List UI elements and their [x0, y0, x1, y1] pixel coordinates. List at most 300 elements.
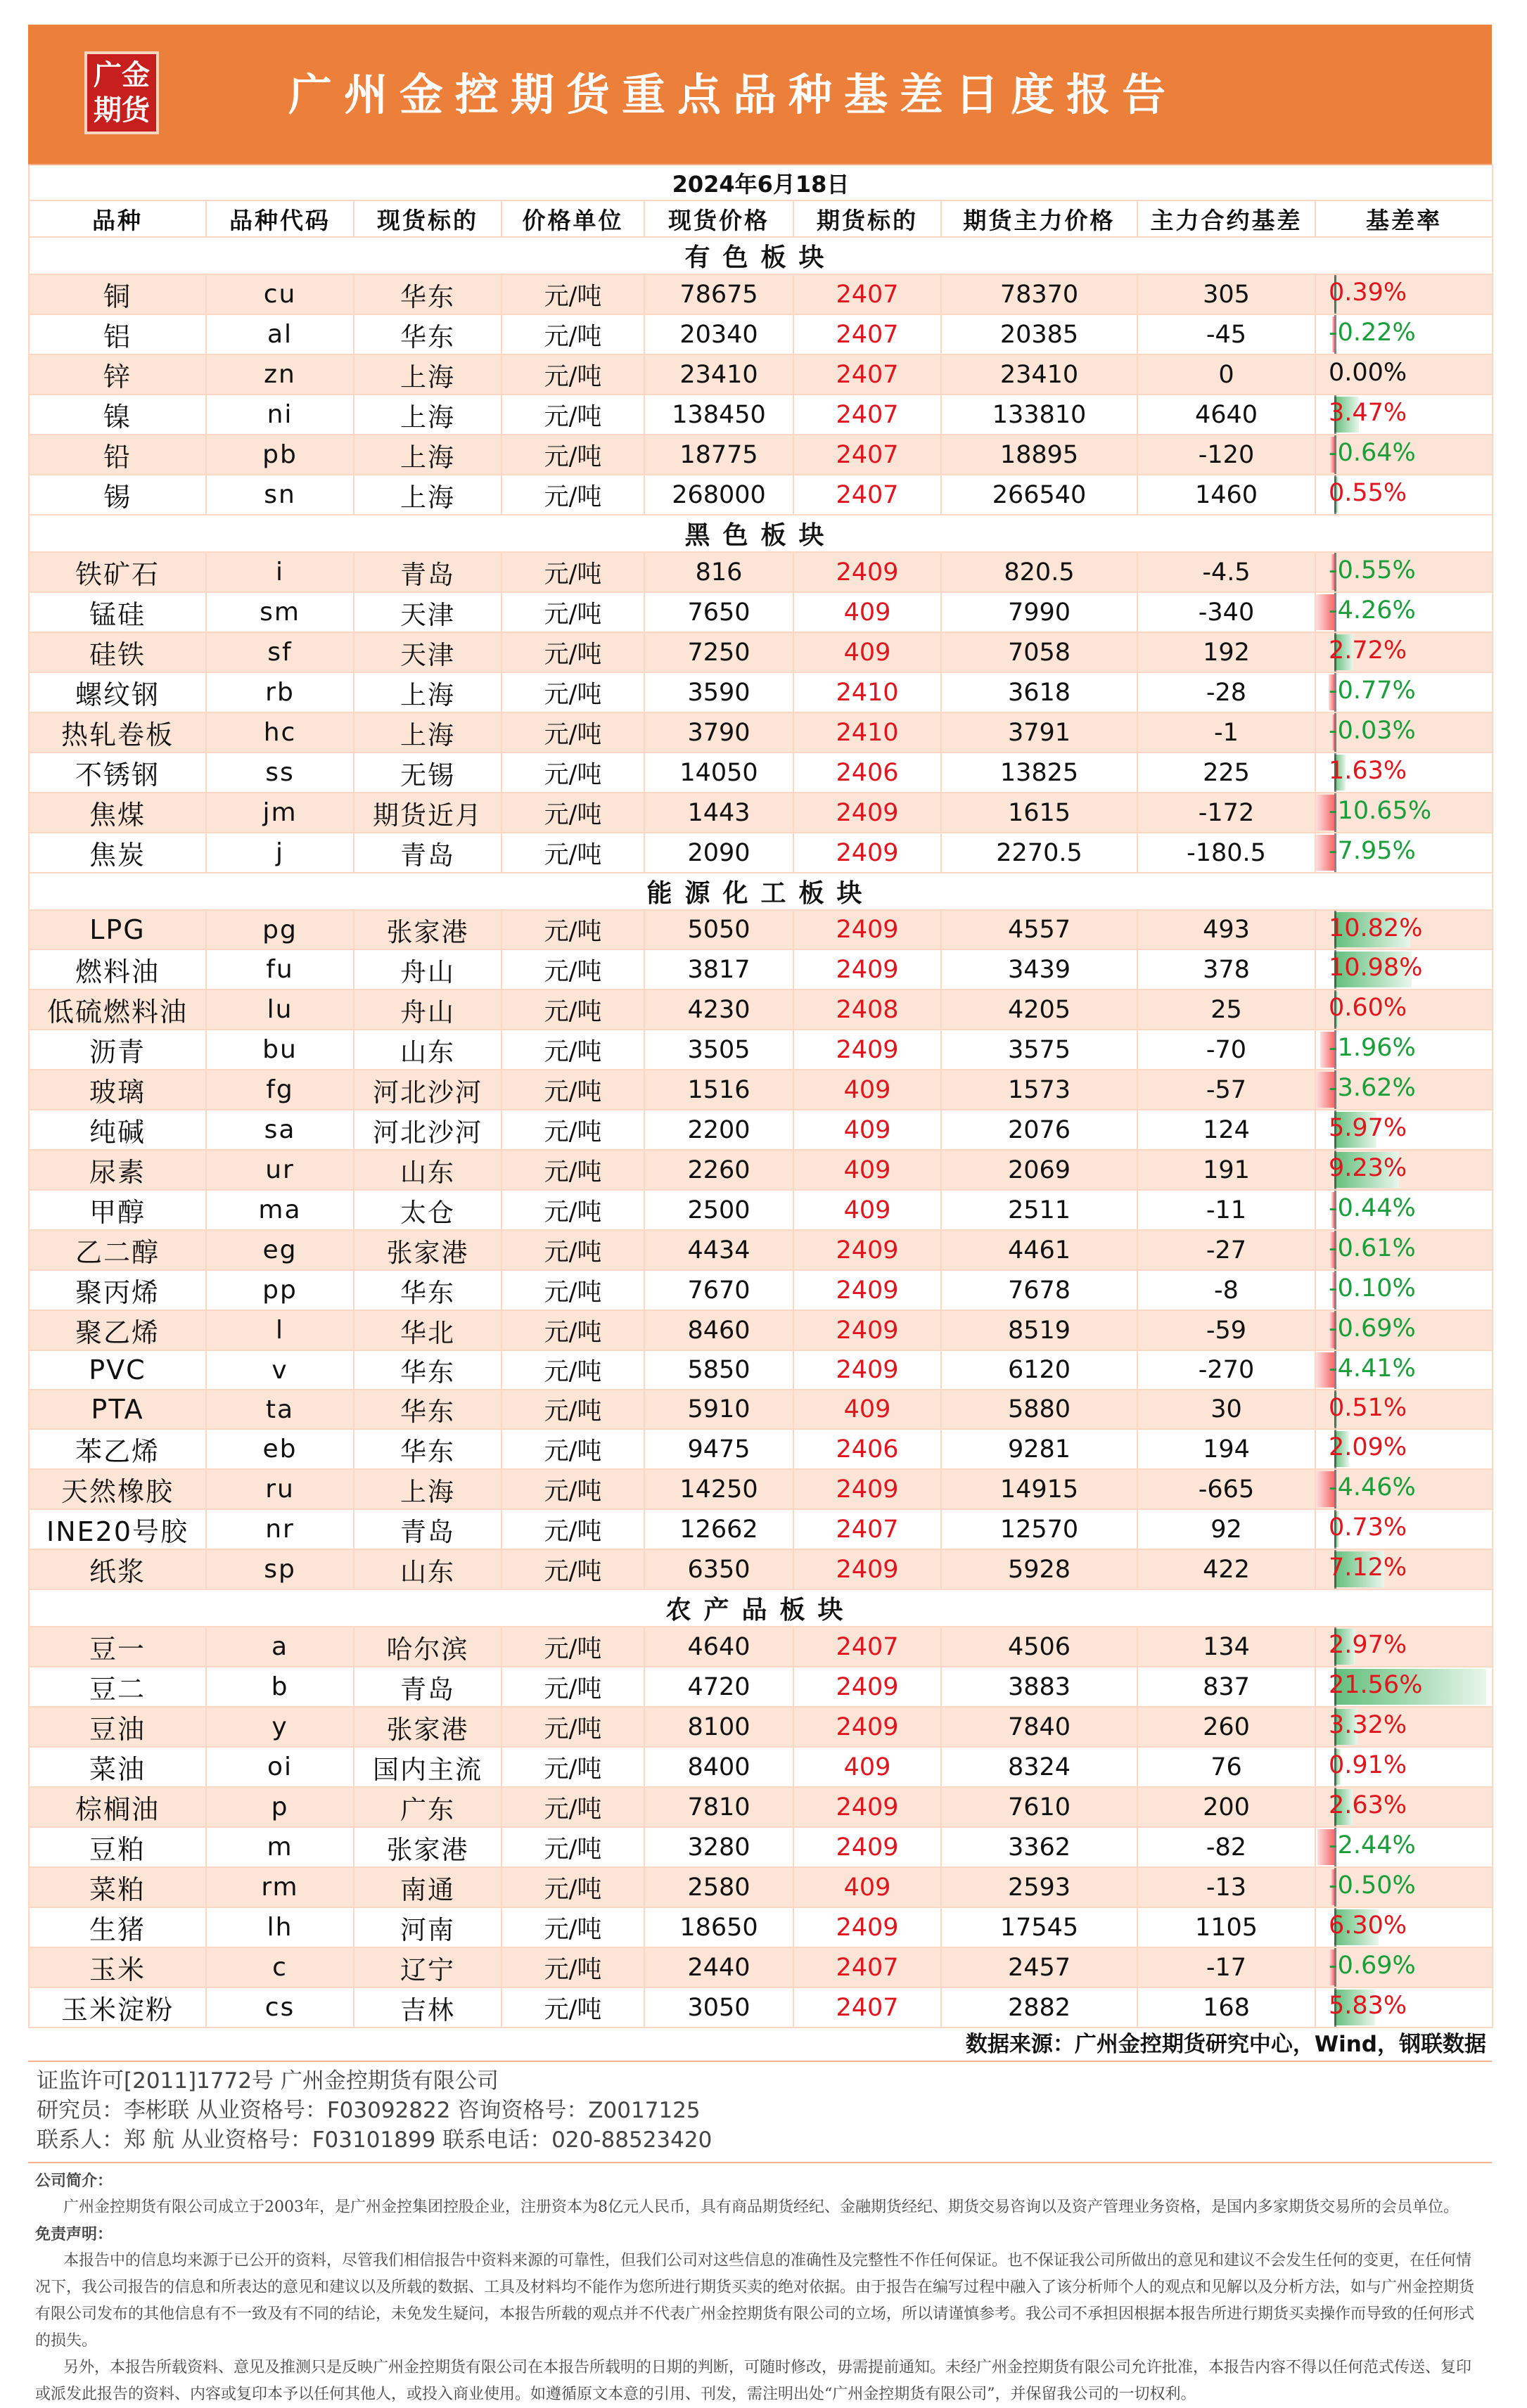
basis-rate-text: 0.51% [1329, 1394, 1407, 1422]
product-name: 热轧卷板 [29, 712, 206, 752]
product-name: 生猪 [29, 1907, 206, 1947]
futures-price: 4461 [941, 1230, 1137, 1270]
spot-reference: 天津 [354, 632, 501, 672]
price-unit: 元/吨 [501, 1747, 644, 1787]
spot-reference: 河南 [354, 1907, 501, 1947]
spot-reference: 山东 [354, 1030, 501, 1070]
futures-contract: 2409 [793, 1270, 941, 1310]
price-unit: 元/吨 [501, 990, 644, 1030]
basis-rate [1315, 274, 1493, 314]
futures-contract: 2407 [793, 1509, 941, 1549]
product-name: 纯碱 [29, 1110, 206, 1150]
futures-price: 5928 [941, 1549, 1137, 1589]
basis-rate-text: 2.09% [1329, 1433, 1407, 1461]
product-name: PTA [29, 1390, 206, 1429]
spot-price: 3050 [644, 1987, 793, 2028]
price-unit: 元/吨 [501, 1987, 644, 2028]
table-row [29, 1747, 1493, 1787]
product-code: lu [206, 990, 354, 1030]
table-row [29, 949, 1493, 990]
spot-price: 14250 [644, 1469, 793, 1509]
price-unit: 元/吨 [501, 1947, 644, 1987]
col-header: 品种代码 [206, 200, 354, 237]
logo-line1: 广金 [94, 59, 150, 91]
price-unit: 元/吨 [501, 1627, 644, 1667]
spot-price: 4434 [644, 1230, 793, 1270]
price-unit: 元/吨 [501, 833, 644, 873]
product-code: ru [206, 1469, 354, 1509]
product-name: 棕榈油 [29, 1787, 206, 1827]
product-code: i [206, 552, 354, 592]
futures-contract: 2407 [793, 354, 941, 395]
spot-price: 2580 [644, 1867, 793, 1907]
product-code: rb [206, 672, 354, 712]
col-header: 期货标的 [793, 200, 941, 237]
product-name: 聚乙烯 [29, 1310, 206, 1350]
price-unit: 元/吨 [501, 910, 644, 949]
product-name: 低硫燃料油 [29, 990, 206, 1030]
spot-reference: 天津 [354, 592, 501, 632]
table-row [29, 1549, 1493, 1589]
futures-contract: 2409 [793, 1310, 941, 1350]
spot-price: 8100 [644, 1707, 793, 1747]
table-row [29, 632, 1493, 672]
basis-rate-text: 9.23% [1329, 1154, 1407, 1182]
product-code: fu [206, 949, 354, 990]
price-unit: 元/吨 [501, 1070, 644, 1110]
table-row [29, 1350, 1493, 1390]
product-code: ss [206, 752, 354, 793]
product-name: 豆二 [29, 1667, 206, 1707]
table-row [29, 1310, 1493, 1350]
futures-contract: 2406 [793, 1429, 941, 1469]
spot-price: 7650 [644, 592, 793, 632]
futures-contract: 2409 [793, 1667, 941, 1707]
spot-reference: 太仓 [354, 1190, 501, 1230]
futures-price: 12570 [941, 1509, 1137, 1549]
company-logo [84, 51, 159, 134]
futures-contract: 2409 [793, 833, 941, 873]
product-name: 焦煤 [29, 793, 206, 833]
product-name: PVC [29, 1350, 206, 1390]
product-name: 镍 [29, 395, 206, 435]
spot-price: 3505 [644, 1030, 793, 1070]
basis-rate-text: 2.72% [1329, 636, 1407, 665]
futures-contract: 409 [793, 1190, 941, 1230]
spot-price: 20340 [644, 314, 793, 354]
table-row [29, 833, 1493, 873]
spot-reference: 华东 [354, 1270, 501, 1310]
futures-contract: 409 [793, 1747, 941, 1787]
basis-value: 493 [1137, 910, 1315, 949]
product-code: hc [206, 712, 354, 752]
spot-reference: 南通 [354, 1867, 501, 1907]
futures-contract: 2409 [793, 1350, 941, 1390]
spot-reference: 青岛 [354, 833, 501, 873]
spot-reference: 广东 [354, 1787, 501, 1827]
futures-contract: 2410 [793, 672, 941, 712]
table-row [29, 1867, 1493, 1907]
table-row [29, 1947, 1493, 1987]
license-line: 证监许可[2011]1772号 广州金控期货有限公司 [37, 2068, 499, 2094]
basis-value: -45 [1137, 314, 1315, 354]
table-row [29, 592, 1493, 632]
spot-reference: 上海 [354, 475, 501, 515]
spot-price: 5850 [644, 1350, 793, 1390]
product-code: bu [206, 1030, 354, 1070]
futures-contract: 2407 [793, 475, 941, 515]
table-row [29, 1429, 1493, 1469]
spot-reference: 青岛 [354, 1667, 501, 1707]
futures-price: 23410 [941, 354, 1137, 395]
section-header [29, 515, 1493, 552]
spot-reference: 上海 [354, 395, 501, 435]
futures-contract: 2409 [793, 910, 941, 949]
product-name: 锡 [29, 475, 206, 515]
futures-price: 17545 [941, 1907, 1137, 1947]
futures-price: 9281 [941, 1429, 1137, 1469]
spot-reference: 上海 [354, 354, 501, 395]
col-header: 价格单位 [501, 200, 644, 237]
basis-rate [1315, 1987, 1493, 2028]
price-unit: 元/吨 [501, 1110, 644, 1150]
basis-rate-text: -3.62% [1329, 1074, 1416, 1102]
price-unit: 元/吨 [501, 1469, 644, 1509]
logo-line2: 期货 [94, 94, 150, 127]
price-unit: 元/吨 [501, 632, 644, 672]
basis-value: -11 [1137, 1190, 1315, 1230]
table-row [29, 910, 1493, 949]
basis-rate-text: 0.73% [1329, 1513, 1407, 1542]
spot-price: 8460 [644, 1310, 793, 1350]
product-code: zn [206, 354, 354, 395]
futures-price: 7058 [941, 632, 1137, 672]
basis-rate [1315, 793, 1493, 833]
price-unit: 元/吨 [501, 1907, 644, 1947]
table-row [29, 1110, 1493, 1150]
basis-rate [1315, 1549, 1493, 1589]
basis-value: 134 [1137, 1627, 1315, 1667]
price-unit: 元/吨 [501, 1429, 644, 1469]
spot-reference: 上海 [354, 672, 501, 712]
product-code: pb [206, 435, 354, 475]
basis-value: 4640 [1137, 395, 1315, 435]
futures-price: 8324 [941, 1747, 1137, 1787]
basis-value: 260 [1137, 1707, 1315, 1747]
spot-reference: 华北 [354, 1310, 501, 1350]
futures-price: 7610 [941, 1787, 1137, 1827]
spot-reference: 哈尔滨 [354, 1627, 501, 1667]
basis-rate [1315, 1350, 1493, 1390]
table-row [29, 1150, 1493, 1190]
product-name: 燃料油 [29, 949, 206, 990]
product-code: eb [206, 1429, 354, 1469]
col-header: 品种 [29, 200, 206, 237]
basis-value: 837 [1137, 1667, 1315, 1707]
futures-price: 7678 [941, 1270, 1137, 1310]
product-name: 菜油 [29, 1747, 206, 1787]
basis-rate [1315, 1429, 1493, 1469]
report-banner [28, 25, 1492, 164]
table-row [29, 274, 1493, 314]
col-header: 现货标的 [354, 200, 501, 237]
product-name: 铁矿石 [29, 552, 206, 592]
basis-value: -1 [1137, 712, 1315, 752]
futures-price: 2270.5 [941, 833, 1137, 873]
futures-contract: 2407 [793, 274, 941, 314]
product-name: 豆油 [29, 1707, 206, 1747]
spot-price: 816 [644, 552, 793, 592]
basis-rate [1315, 672, 1493, 712]
spot-price: 5050 [644, 910, 793, 949]
product-code: l [206, 1310, 354, 1350]
futures-price: 7990 [941, 592, 1137, 632]
basis-rate-text: 3.47% [1329, 399, 1407, 427]
basis-rate-text: 0.39% [1329, 278, 1407, 307]
futures-contract: 409 [793, 592, 941, 632]
spot-price: 1516 [644, 1070, 793, 1110]
disclaimer-text-2: 另外，本报告所载资料、意见及推测只是反映广州金控期货有限公司在本报告所载明的日期的判断，可随时修改，毋需提前通知。未经广州金控期货有限公司允许批准，本报告内容不得以任何范式传送、复印或派发此报告的资料、内容或复印本予以任何其他人，或投入商业使用。如遵循原文本意的引用、刊发，需注明出处“广州金控期货有限公司”，并保留我公司的一切权利。 [35, 2359, 1472, 2403]
futures-price: 78370 [941, 274, 1137, 314]
basis-value: -13 [1137, 1867, 1315, 1907]
basis-rate [1315, 910, 1493, 949]
futures-price: 2511 [941, 1190, 1137, 1230]
basis-rate-text: 0.00% [1329, 359, 1407, 387]
table-row [29, 1509, 1493, 1549]
table-row [29, 793, 1493, 833]
spot-price: 3817 [644, 949, 793, 990]
basis-rate [1315, 949, 1493, 990]
basis-rate-text: -10.65% [1329, 797, 1432, 825]
futures-price: 133810 [941, 395, 1137, 435]
intro-title: 公司简介： [35, 2172, 113, 2190]
basis-rate [1315, 1867, 1493, 1907]
product-code: p [206, 1787, 354, 1827]
futures-contract: 2407 [793, 1627, 941, 1667]
basis-rate-text: -2.44% [1329, 1831, 1416, 1859]
product-name: 豆粕 [29, 1827, 206, 1867]
price-unit: 元/吨 [501, 395, 644, 435]
data-source: 数据来源：广州金控期货研究中心，Wind，钢联数据 [28, 2028, 1492, 2062]
spot-reference: 舟山 [354, 949, 501, 990]
futures-contract: 2407 [793, 1947, 941, 1987]
futures-price: 7840 [941, 1707, 1137, 1747]
table-row [29, 1469, 1493, 1509]
spot-reference: 辽宁 [354, 1947, 501, 1987]
spot-price: 23410 [644, 354, 793, 395]
futures-price: 3791 [941, 712, 1137, 752]
spot-price: 4640 [644, 1627, 793, 1667]
spot-reference: 张家港 [354, 1230, 501, 1270]
section-header [29, 1589, 1493, 1627]
spot-price: 2500 [644, 1190, 793, 1230]
basis-rate [1315, 1667, 1493, 1707]
spot-price: 2440 [644, 1947, 793, 1987]
basis-rate [1315, 592, 1493, 632]
product-code: sa [206, 1110, 354, 1150]
price-unit: 元/吨 [501, 793, 644, 833]
price-unit: 元/吨 [501, 1827, 644, 1867]
price-unit: 元/吨 [501, 1150, 644, 1190]
basis-value: 168 [1137, 1987, 1315, 2028]
table-row [29, 1627, 1493, 1667]
table-row [29, 1827, 1493, 1867]
price-unit: 元/吨 [501, 1390, 644, 1429]
basis-rate [1315, 1270, 1493, 1310]
product-code: y [206, 1707, 354, 1747]
basis-value: 305 [1137, 274, 1315, 314]
product-code: b [206, 1667, 354, 1707]
price-unit: 元/吨 [501, 712, 644, 752]
futures-price: 4506 [941, 1627, 1137, 1667]
section-header [29, 237, 1493, 274]
basis-value: 191 [1137, 1150, 1315, 1190]
section-title: 农产品板块 [29, 1589, 1493, 1627]
futures-contract: 409 [793, 1390, 941, 1429]
basis-value: 192 [1137, 632, 1315, 672]
spot-reference: 张家港 [354, 1827, 501, 1867]
spot-price: 268000 [644, 475, 793, 515]
futures-price: 20385 [941, 314, 1137, 354]
futures-price: 2069 [941, 1150, 1137, 1190]
section-title: 有色板块 [29, 237, 1493, 274]
table-row [29, 1787, 1493, 1827]
basis-rate-text: 5.97% [1329, 1114, 1407, 1142]
product-code: sm [206, 592, 354, 632]
futures-contract: 2409 [793, 1787, 941, 1827]
basis-rate [1315, 1827, 1493, 1867]
table-row [29, 712, 1493, 752]
basis-value: -4.5 [1137, 552, 1315, 592]
basis-value: 1460 [1137, 475, 1315, 515]
product-name: 玻璃 [29, 1070, 206, 1110]
analyst-line: 研究员：李彬联 从业资格号：F03092822 咨询资格号：Z0017125 [37, 2098, 701, 2123]
basis-rate [1315, 990, 1493, 1030]
basis-value: 1105 [1137, 1907, 1315, 1947]
futures-price: 18895 [941, 435, 1137, 475]
spot-reference: 青岛 [354, 552, 501, 592]
product-code: fg [206, 1070, 354, 1110]
product-name: 豆一 [29, 1627, 206, 1667]
basis-value: 30 [1137, 1390, 1315, 1429]
col-header: 现货价格 [644, 200, 793, 237]
product-code: oi [206, 1747, 354, 1787]
futures-contract: 2407 [793, 314, 941, 354]
basis-rate-text: -0.10% [1329, 1274, 1416, 1302]
basis-rate [1315, 1390, 1493, 1429]
basis-value: -59 [1137, 1310, 1315, 1350]
table-row [29, 1390, 1493, 1429]
futures-price: 3618 [941, 672, 1137, 712]
price-unit: 元/吨 [501, 1350, 644, 1390]
price-unit: 元/吨 [501, 1270, 644, 1310]
basis-rate-text: 0.91% [1329, 1751, 1407, 1779]
product-name: 纸浆 [29, 1549, 206, 1589]
basis-rate-text: -0.55% [1329, 556, 1416, 584]
table-row [29, 475, 1493, 515]
basis-rate-text: -0.61% [1329, 1234, 1416, 1262]
spot-reference: 华东 [354, 1350, 501, 1390]
product-name: 天然橡胶 [29, 1469, 206, 1509]
basis-rate-text: -7.95% [1329, 837, 1416, 865]
report-footer [28, 2062, 1492, 2155]
futures-price: 8519 [941, 1310, 1137, 1350]
basis-rate [1315, 1030, 1493, 1070]
report-date: 2024年6月18日 [29, 165, 1493, 200]
price-unit: 元/吨 [501, 592, 644, 632]
basis-value: -27 [1137, 1230, 1315, 1270]
product-name: 铅 [29, 435, 206, 475]
spot-reference: 河北沙河 [354, 1110, 501, 1150]
spot-reference: 华东 [354, 314, 501, 354]
basis-rate [1315, 1190, 1493, 1230]
product-name: 乙二醇 [29, 1230, 206, 1270]
basis-rate-text: 6.30% [1329, 1911, 1407, 1940]
basis-rate [1315, 833, 1493, 873]
product-code: ni [206, 395, 354, 435]
futures-contract: 409 [793, 1150, 941, 1190]
product-name: 焦炭 [29, 833, 206, 873]
basis-value: 76 [1137, 1747, 1315, 1787]
product-name: 铝 [29, 314, 206, 354]
futures-contract: 2407 [793, 1987, 941, 2028]
product-code: jm [206, 793, 354, 833]
spot-reference: 张家港 [354, 910, 501, 949]
price-unit: 元/吨 [501, 435, 644, 475]
product-code: ta [206, 1390, 354, 1429]
spot-price: 3790 [644, 712, 793, 752]
futures-price: 3439 [941, 949, 1137, 990]
basis-value: -82 [1137, 1827, 1315, 1867]
basis-rate [1315, 1070, 1493, 1110]
spot-reference: 山东 [354, 1549, 501, 1589]
futures-contract: 2409 [793, 793, 941, 833]
product-name: 锰硅 [29, 592, 206, 632]
futures-contract: 2409 [793, 552, 941, 592]
product-code: c [206, 1947, 354, 1987]
basis-rate-text: -4.41% [1329, 1354, 1416, 1383]
product-name: 聚丙烯 [29, 1270, 206, 1310]
futures-price: 5880 [941, 1390, 1137, 1429]
futures-contract: 409 [793, 1110, 941, 1150]
product-name: 铜 [29, 274, 206, 314]
basis-rate-text: 10.82% [1329, 914, 1423, 942]
basis-value: 200 [1137, 1787, 1315, 1827]
basis-value: -57 [1137, 1070, 1315, 1110]
price-unit: 元/吨 [501, 1230, 644, 1270]
futures-price: 3575 [941, 1030, 1137, 1070]
spot-price: 14050 [644, 752, 793, 793]
basis-table [28, 164, 1493, 2028]
price-unit: 元/吨 [501, 1707, 644, 1747]
basis-value: -172 [1137, 793, 1315, 833]
price-unit: 元/吨 [501, 949, 644, 990]
basis-value: -270 [1137, 1350, 1315, 1390]
basis-rate [1315, 354, 1493, 395]
col-header: 主力合约基差 [1137, 200, 1315, 237]
price-unit: 元/吨 [501, 475, 644, 515]
spot-reference: 无锡 [354, 752, 501, 793]
futures-contract: 2409 [793, 1030, 941, 1070]
basis-rate-text: -0.69% [1329, 1952, 1416, 1980]
basis-rate-text: -0.64% [1329, 439, 1416, 467]
price-unit: 元/吨 [501, 752, 644, 793]
spot-price: 1443 [644, 793, 793, 833]
futures-price: 13825 [941, 752, 1137, 793]
basis-value: 422 [1137, 1549, 1315, 1589]
basis-rate [1315, 1110, 1493, 1150]
futures-price: 2882 [941, 1987, 1137, 2028]
